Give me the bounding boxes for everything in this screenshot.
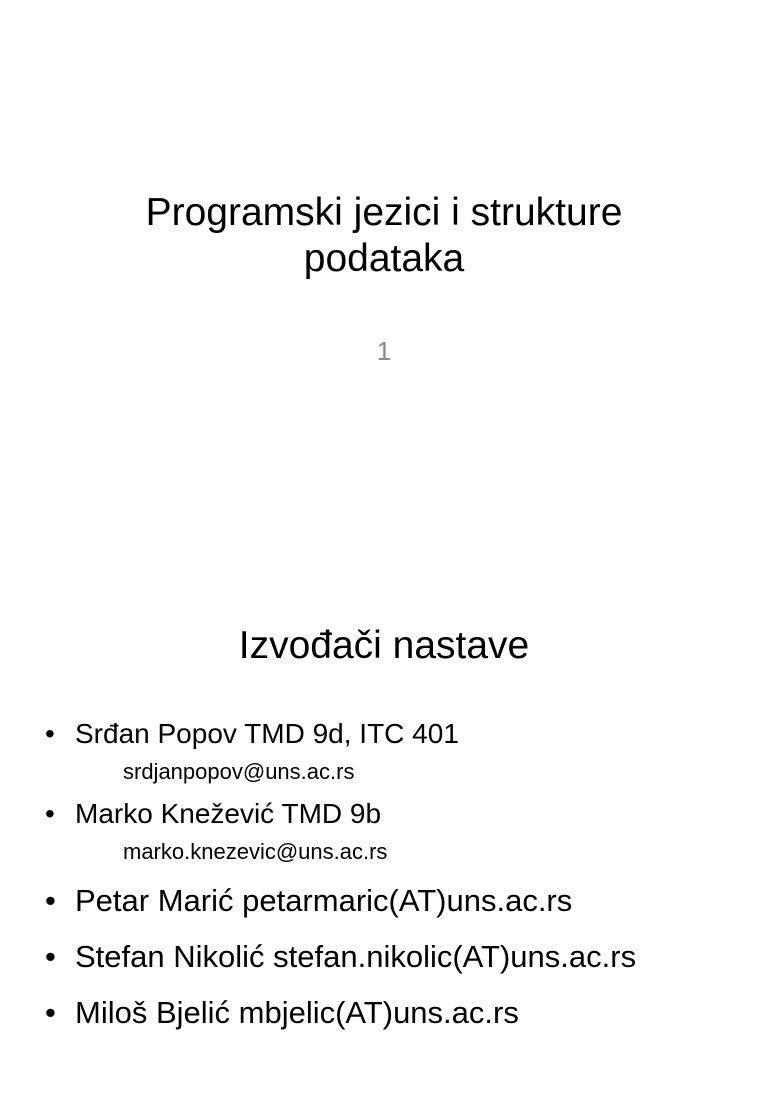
instructor-email: marko.knezevic@uns.ac.rs: [123, 839, 388, 864]
instructor-list: [45, 713, 745, 1041]
instructor-name: Stefan Nikolić stefan.nikolic(AT)uns.ac.rs: [75, 939, 637, 974]
slide-title: [0, 190, 768, 282]
instructor-name: Miloš Bjelić mbjelic(AT)uns.ac.rs: [75, 995, 519, 1030]
instructor-email: srdjanpopov@uns.ac.rs: [123, 759, 355, 784]
instructor-item: [45, 793, 745, 873]
instructors-slide: [0, 576, 768, 1096]
instructor-name: Petar Marić petarmaric(AT)uns.ac.rs: [75, 883, 573, 918]
slide-subtitle: 1: [376, 336, 392, 366]
slide-title-line-1: Programski jezici i strukture: [145, 191, 623, 234]
instructor-name: Srđan Popov TMD 9d, ITC 401: [75, 718, 459, 749]
instructor-name: Marko Knežević TMD 9b: [75, 798, 382, 829]
instructor-item: [45, 929, 745, 985]
instructor-item: [45, 713, 745, 793]
instructor-item: [45, 985, 745, 1041]
instructor-item: [45, 873, 745, 929]
slide-title-line-2: podataka: [303, 237, 465, 280]
instructors-heading: Izvođači nastave: [238, 624, 530, 667]
